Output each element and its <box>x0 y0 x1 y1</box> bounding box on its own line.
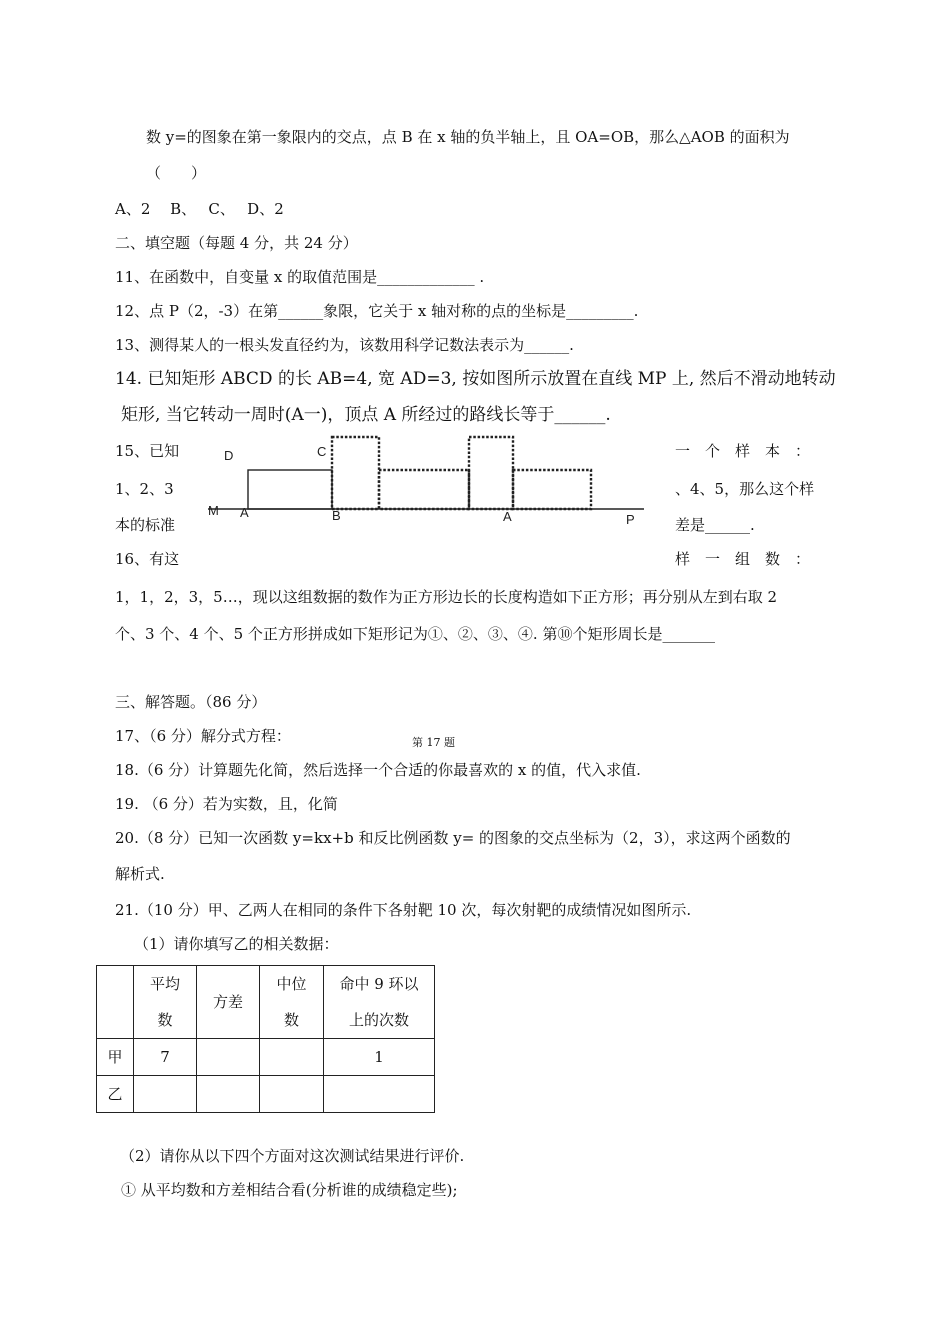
question-20-line-2: 解析式. <box>115 865 165 883</box>
table-cell[interactable] <box>197 1076 260 1113</box>
table-header-row <box>97 966 435 1039</box>
table-row <box>97 1076 435 1113</box>
table-cell[interactable] <box>260 1076 324 1113</box>
question-12: 12、点 P（2，-3）在第______象限，它关于 x 轴对称的点的坐标是_________. <box>115 302 639 320</box>
question-18: 18.（6 分）计算题先化简，然后选择一个合适的你最喜欢的 x 的值，代入求值. <box>115 761 641 779</box>
text-line-3: A、2 B、 C、 D、2 <box>115 200 284 218</box>
question-21: 21.（10 分）甲、乙两人在相同的条件下各射靶 10 次，每次射靶的成绩情况如图所示. <box>115 901 692 919</box>
question-15-right-3: 差是______. <box>675 516 755 534</box>
label-m: M <box>208 503 219 518</box>
label-a-end: A <box>503 509 512 524</box>
table-cell: 乙 <box>97 1076 134 1113</box>
question-11: 11、在函数中，自变量 x 的取值范围是_____________ . <box>115 268 485 286</box>
section-heading-fill-in: 二、填空题（每题 4 分，共 24 分） <box>115 234 358 252</box>
table-cell[interactable] <box>324 1076 435 1113</box>
question-16-line-3: 个、3 个、4 个、5 个正方形拼成如下矩形记为①、②、③、④. 第⑩个矩形周长是_______ <box>115 625 715 643</box>
table-header-cell: 方差 <box>197 966 260 1039</box>
question-21-part-2: （2）请你从以下四个方面对这次测试结果进行评价. <box>120 1147 465 1165</box>
question-17-note: 第 17 题 <box>412 736 455 749</box>
label-c: C <box>317 444 327 459</box>
table-header-cell: 中位 数 <box>260 966 324 1039</box>
rectangle-rolling-figure <box>196 432 656 532</box>
question-15-right-2: 、4、5，那么这个样 <box>675 480 815 498</box>
question-21-part-1: （1）请你填写乙的相关数据： <box>134 935 339 953</box>
text-line-2: （ ） <box>146 164 207 182</box>
question-15-left-3: 本的标准 <box>115 516 176 534</box>
question-20-line-1: 20.（8 分）已知一次函数 y=kx+b 和反比例函数 y= 的图象的交点坐标为（2，3），求这两个函数的 <box>115 829 791 847</box>
table-cell: 1 <box>324 1039 435 1076</box>
question-15-right: 一 个 样 本 ： <box>675 442 811 460</box>
rect-rotated-3 <box>469 437 513 509</box>
text-line-1: 数 y=的图象在第一象限内的交点，点 B 在 x 轴的负半轴上，且 OA=OB，那么△AOB 的面积为 <box>146 128 790 146</box>
score-table <box>96 965 435 1113</box>
table-cell[interactable] <box>260 1039 324 1076</box>
rect-rotated-1 <box>332 437 379 509</box>
rect-rotated-2 <box>379 470 469 509</box>
table-cell[interactable] <box>197 1039 260 1076</box>
rect-abcd <box>248 470 332 509</box>
question-17: 17、（6 分）解分式方程： <box>115 727 291 745</box>
section-heading-solve: 三、解答题。（86 分） <box>115 693 267 711</box>
question-16-left: 16、有这 <box>115 550 180 568</box>
question-15-left-2: 1、2、3 <box>115 480 174 498</box>
label-d: D <box>224 448 234 463</box>
label-a-start: A <box>240 505 249 520</box>
question-19: 19. （6 分）若为实数，且，化简 <box>115 795 338 813</box>
table-cell[interactable] <box>134 1076 197 1113</box>
question-16-line-2: 1，1，2，3，5…，现以这组数据的数作为正方形边长的长度构造如下正方形；再分别从左到右取 2 <box>115 588 778 606</box>
question-16-right: 样 一 组 数 ： <box>675 550 811 568</box>
question-14-line-2: 矩形, 当它转动一周时(A一)，顶点 A 所经过的路线长等于______. <box>121 405 611 425</box>
question-21-part-2-item-1: ① 从平均数和方差相结合看(分析谁的成绩稳定些); <box>121 1181 458 1199</box>
question-14-line-1: 14. 已知矩形 ABCD 的长 AB=4, 宽 AD=3, 按如图所示放置在直线 MP 上, 然后不滑动地转动 <box>115 369 836 389</box>
question-15-left: 15、已知 <box>115 442 180 460</box>
table-header-cell: 平均 数 <box>134 966 197 1039</box>
label-b: B <box>332 508 341 523</box>
label-p: P <box>626 512 635 527</box>
question-13: 13、测得某人的一根头发直径约为，该数用科学记数法表示为______. <box>115 336 574 354</box>
table-header-cell <box>97 966 134 1039</box>
rect-rotated-4 <box>513 470 591 509</box>
table-row <box>97 1039 435 1076</box>
table-cell: 7 <box>134 1039 197 1076</box>
table-header-cell: 命中 9 环以 上的次数 <box>324 966 435 1039</box>
table-cell: 甲 <box>97 1039 134 1076</box>
